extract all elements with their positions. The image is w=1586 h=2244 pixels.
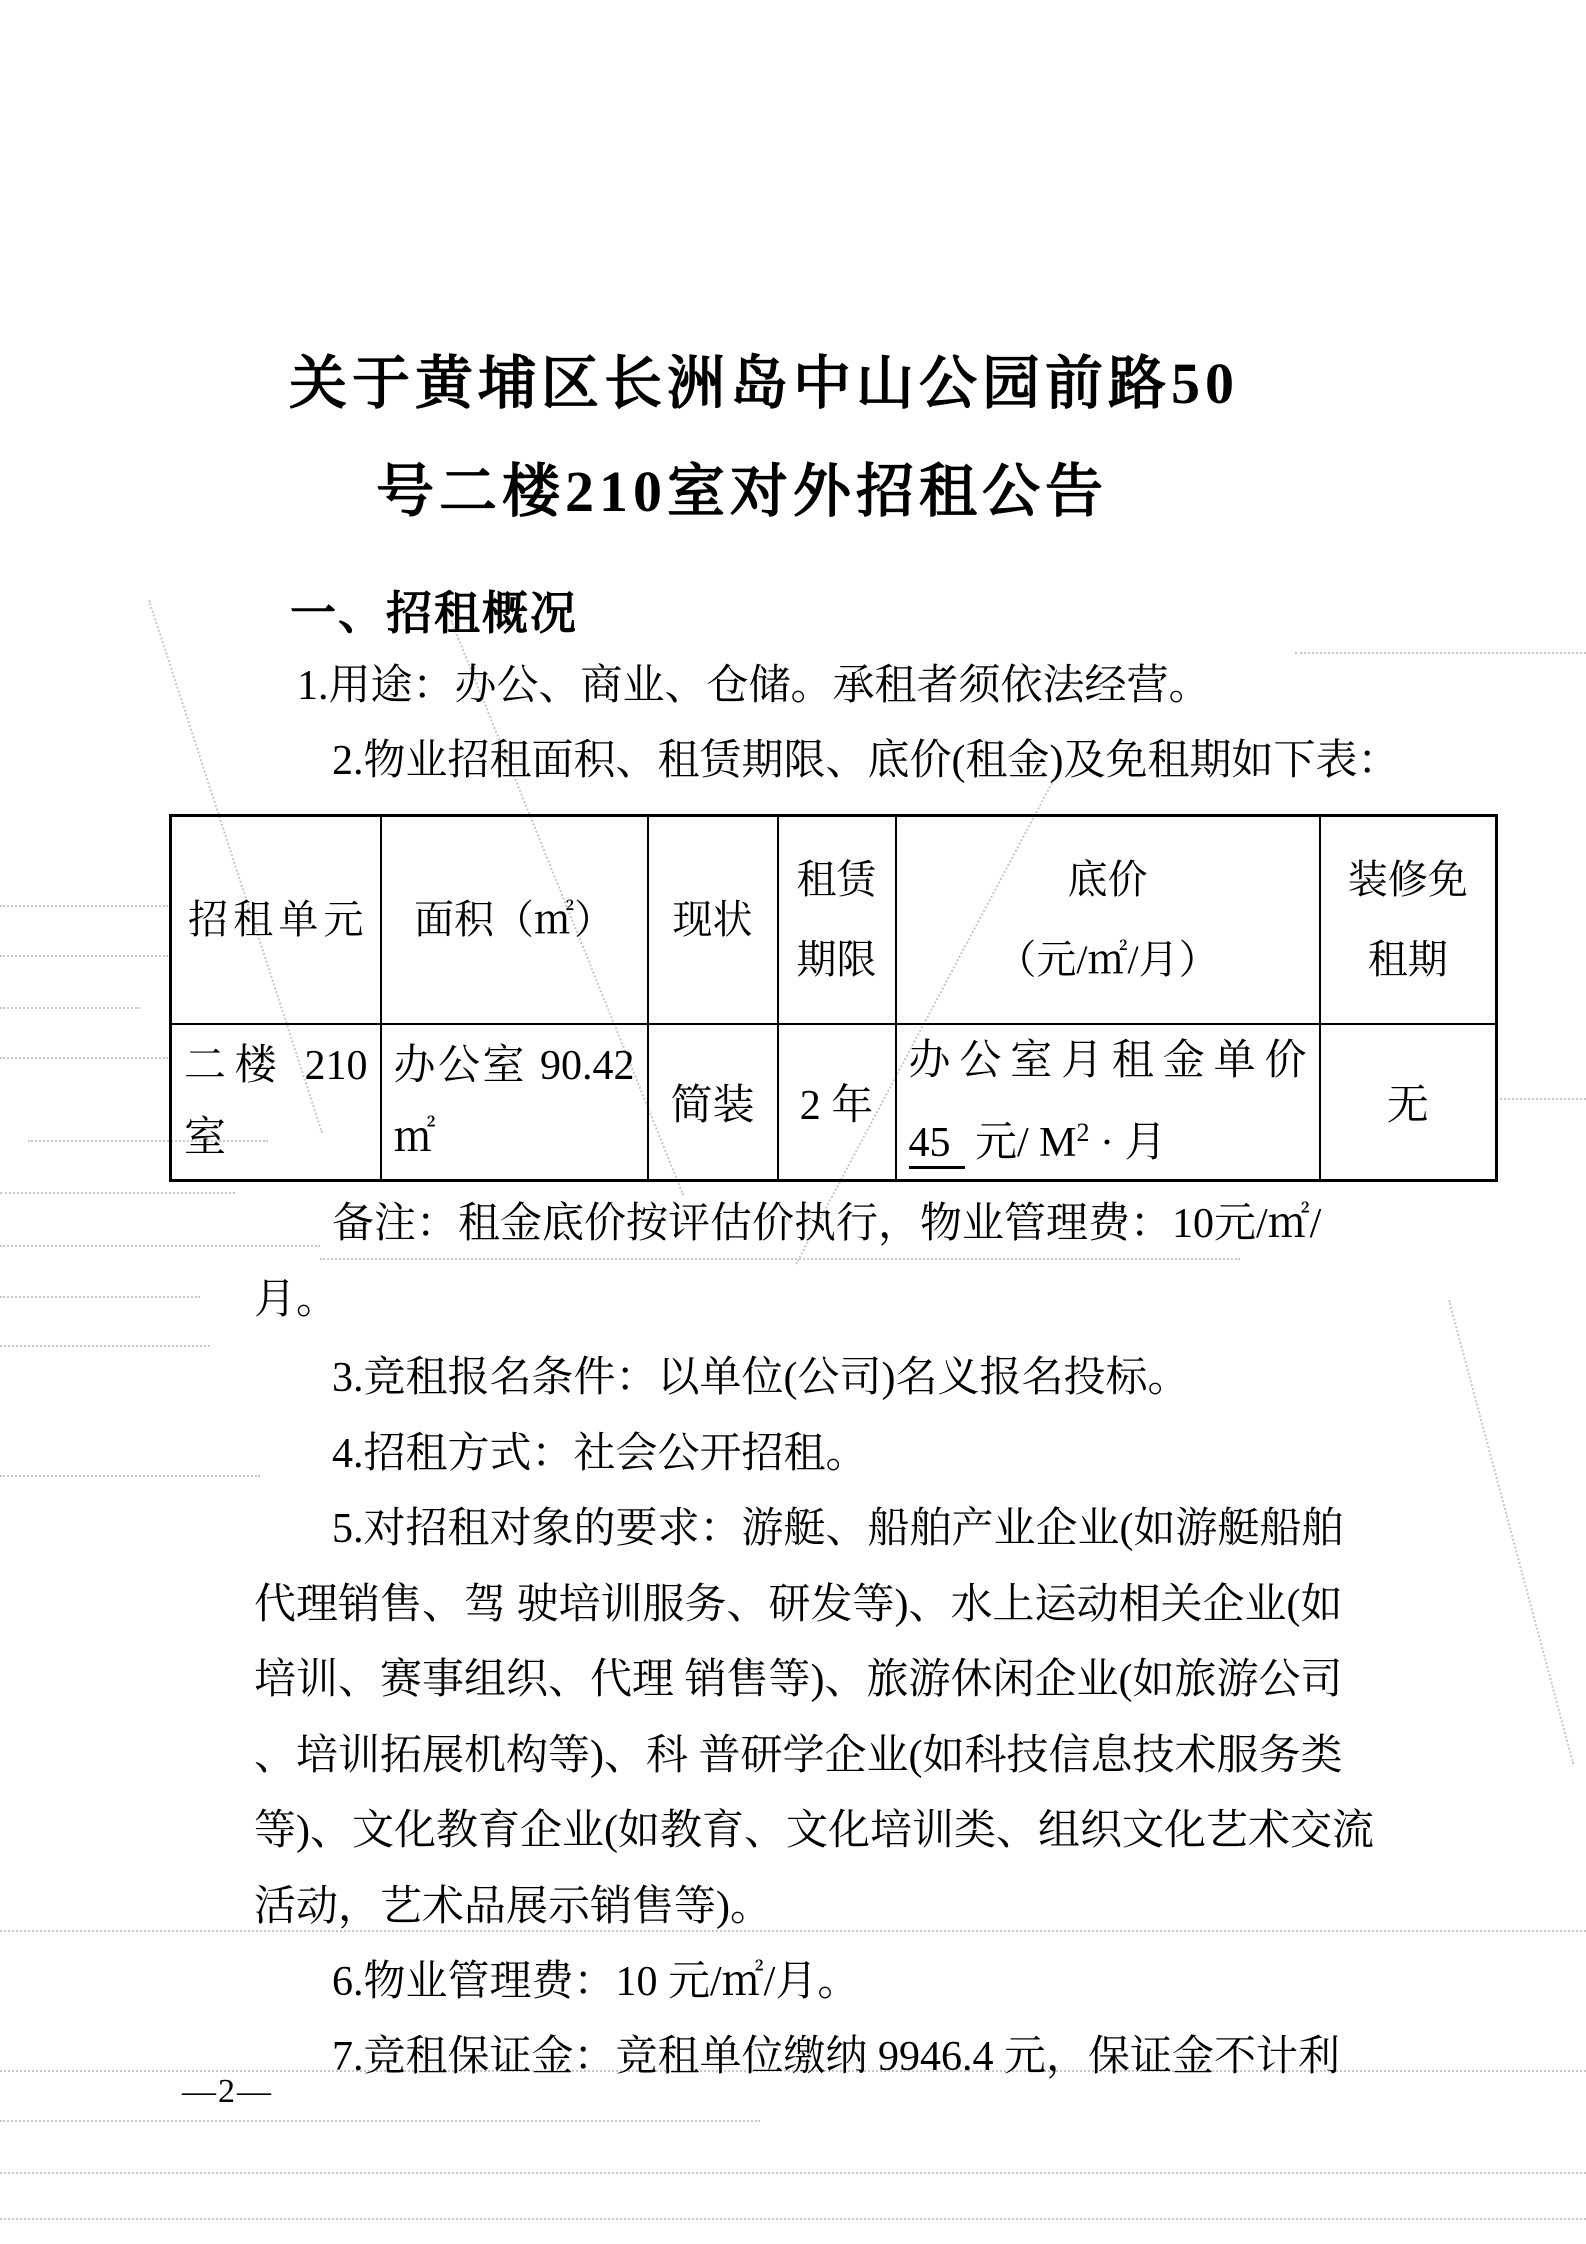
- paragraph-item1: 1.用途：办公、商业、仓储。承租者须依法经营。: [297, 663, 1211, 709]
- header-unit-label: 招租单元: [188, 896, 364, 942]
- document-title-line2: 号二楼210室对外招租公告: [375, 459, 1108, 524]
- scan-artifact-line: [1495, 1098, 1586, 1100]
- cell-area: [381, 1024, 648, 1181]
- price-unit-post: · 月: [1089, 1119, 1167, 1166]
- header-term-line2: 期限: [796, 936, 877, 982]
- header-free-line1: 装修免: [1347, 856, 1468, 902]
- price-superscript: 2: [1076, 1117, 1090, 1147]
- price-unit-pre: 元/ M: [964, 1119, 1077, 1166]
- document-title: [0, 330, 1586, 546]
- cell-area-line1: 办公室 90.42: [393, 1042, 635, 1089]
- header-price-line2: （元/㎡/月）: [996, 936, 1219, 982]
- scan-artifact-line: [320, 1258, 1240, 1260]
- header-cell-area: [381, 816, 648, 1024]
- section-heading: 一、招租概况: [290, 587, 578, 639]
- cell-term-value: 2 年: [799, 1082, 874, 1129]
- document-title-line1: 关于黄埔区长洲岛中山公园前路50: [288, 351, 1239, 416]
- paragraph-item3: 3.竞租报名条件：以单位(公司)名义报名投标。: [332, 1355, 1190, 1401]
- cell-unit-line2: 室: [184, 1114, 227, 1161]
- scan-artifact-line: [0, 2172, 1586, 2174]
- cell-unit: [171, 1024, 381, 1181]
- scan-artifact-line: [0, 1007, 140, 1009]
- header-price-line1: 底价: [1067, 856, 1148, 902]
- page-number: —2—: [182, 2073, 273, 2110]
- scan-artifact-line: [0, 1057, 168, 1059]
- scan-artifact-line: [0, 2120, 760, 2122]
- paragraph-item2: 2.物业招租面积、租赁期限、底价(租金)及免租期如下表：: [332, 738, 1400, 784]
- header-cell-condition: [648, 816, 778, 1024]
- scan-artifact-line: [0, 955, 168, 957]
- scan-artifact-line: [0, 1345, 210, 1347]
- cell-price-line1: 办公室月租金单价: [908, 1037, 1307, 1084]
- scan-artifact-line: [0, 1245, 320, 1247]
- header-free-line2: 租期: [1367, 936, 1448, 982]
- paragraph-item6: 6.物业管理费：10 元/㎡/月。: [332, 1959, 860, 2005]
- header-cell-price: [896, 816, 1320, 1024]
- paragraph-item5-line1: 5.对招租对象的要求：游艇、船舶产业企业(如游艇船舶: [332, 1506, 1344, 1552]
- scan-artifact-line: [0, 1192, 235, 1194]
- note-line2: 月。: [254, 1277, 339, 1323]
- paragraph-item4: 4.招租方式：社会公开招租。: [332, 1431, 868, 1477]
- cell-price: [896, 1024, 1320, 1181]
- header-cell-unit: [171, 816, 381, 1024]
- scan-artifact-line: [0, 905, 168, 907]
- cell-free-period-value: 无: [1386, 1082, 1429, 1129]
- cell-condition: [648, 1024, 778, 1181]
- paragraph-item5-line2: 代理销售、驾 驶培训服务、研发等)、水上运动相关企业(如: [254, 1582, 1343, 1628]
- cell-term: [778, 1024, 896, 1181]
- header-cell-free-period: [1320, 816, 1497, 1024]
- header-area-label: 面积（㎡）: [414, 896, 614, 942]
- cell-condition-value: 简装: [670, 1082, 755, 1129]
- cell-unit-line1: 二楼 210: [184, 1042, 368, 1089]
- note-line1: 备注：租金底价按评估价执行，物业管理费：10元/㎡/: [332, 1201, 1322, 1247]
- table-header-row: [171, 816, 1497, 1024]
- paragraph-item5-line6: 活动，艺术品展示销售等)。: [254, 1884, 772, 1930]
- header-condition-label: 现状: [672, 896, 753, 942]
- scan-artifact-line: [0, 2218, 1586, 2220]
- paragraph-item5-line3: 培训、赛事组织、代理 销售等)、旅游休闲企业(如旅游公司: [254, 1657, 1343, 1703]
- price-value-underlined: 45: [909, 1120, 965, 1169]
- scan-artifact-line: [0, 1930, 1586, 1932]
- cell-price-line2: [897, 1097, 1319, 1179]
- cell-area-line2: ㎡: [393, 1114, 436, 1161]
- paragraph-item5-line4: 、培训拓展机构等)、科 普研学企业(如科技信息技术服务类: [254, 1733, 1343, 1779]
- header-term-line1: 租赁: [796, 856, 877, 902]
- table-row: [171, 1024, 1497, 1181]
- header-cell-term: [778, 816, 896, 1024]
- cell-free-period: [1320, 1024, 1497, 1181]
- paragraph-item5-line5: 等)、文化教育企业(如教育、文化培训类、组织文化艺术交流: [254, 1808, 1374, 1854]
- paragraph-item7: 7.竞租保证金：竞租单位缴纳 9946.4 元，保证金不计利: [332, 2034, 1341, 2080]
- scan-artifact-line: [0, 1475, 260, 1477]
- scan-artifact-line: [1448, 1300, 1574, 1764]
- rental-table: [169, 814, 1495, 1182]
- scan-artifact-line: [1295, 652, 1586, 654]
- scan-artifact-line: [0, 1296, 200, 1298]
